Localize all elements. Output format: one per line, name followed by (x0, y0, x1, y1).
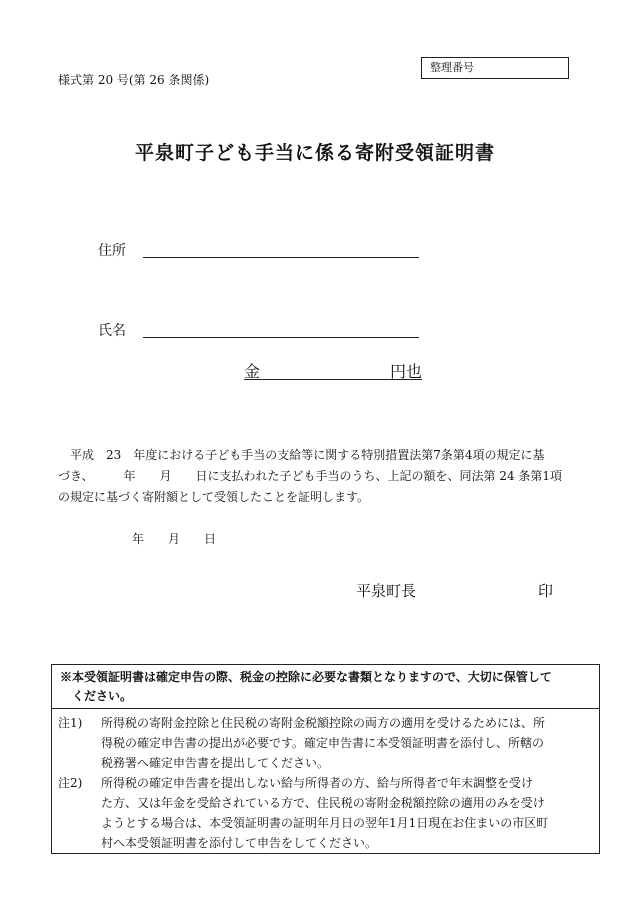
seal-mark: 印 (538, 582, 554, 600)
certification-date: 年 月 日 (132, 532, 217, 546)
note-line: た方、又は年金を受給されている方で、住民税の寄附金税額控除の適用のみを受け (101, 796, 545, 810)
name-label: 氏名 (98, 323, 126, 339)
note-2-text (101, 773, 591, 853)
note-line: ようとする場合は、本受領証明書の証明年月日の翌年1月1日現在お住まいの市区町 (101, 816, 549, 830)
document-title: 平泉町子ども手当に係る寄附受領証明書 (134, 142, 495, 164)
form-number: 様式第 20 号(第 26 条関係) (58, 73, 210, 87)
statement-line: づき、 年 月 日に支払われた子ども手当のうち、上記の額を、同法第 24 条第1項 (58, 469, 563, 483)
amount-field[interactable] (244, 359, 422, 380)
note-line: 得税の確定申告書の提出が必要です。確定申告書に本受領証明書を添付し、所轄の (101, 736, 545, 750)
notice-heading-line: ください。 (72, 689, 133, 703)
statement-line: の規定に基づく寄附額として受領したことを証明します。 (58, 490, 370, 504)
notice-heading (52, 665, 599, 709)
note-line: 所得税の寄附金控除と住民税の寄附金税額控除の両方の適用を受けるためには、所 (101, 716, 546, 730)
notice-box (51, 664, 600, 854)
statement-line: 平成 23 年度における子ども手当の支給等に関する特別措置法第7条第4項の規定に基 (58, 448, 545, 462)
address-label: 住所 (98, 243, 126, 259)
address-field[interactable] (143, 257, 419, 258)
amount-prefix: 金 (244, 362, 261, 381)
mayor-title: 平泉町長 (356, 582, 417, 600)
certification-statement (58, 445, 578, 508)
note-1-text (101, 713, 591, 773)
name-field[interactable] (143, 337, 419, 338)
notice-heading-line: ※本受領証明書は確定申告の際、税金の控除に必要な書類となりますので、大切に保管して (60, 670, 552, 684)
reference-number-label: 整理番号 (430, 61, 474, 74)
amount-suffix: 円也 (389, 362, 422, 381)
note-line: 所得税の確定申告書を提出しない給与所得者の方、給与所得者で年末調整を受け (101, 776, 534, 790)
note-1-tag: 注1) (58, 716, 83, 730)
reference-number-box[interactable] (421, 57, 569, 79)
note-line: 税務署へ確定申告書を提出してください。 (101, 756, 330, 770)
note-line: 村へ本受領証明書を添付して申告をしてください。 (101, 836, 378, 850)
note-2-tag: 注2) (58, 776, 83, 790)
